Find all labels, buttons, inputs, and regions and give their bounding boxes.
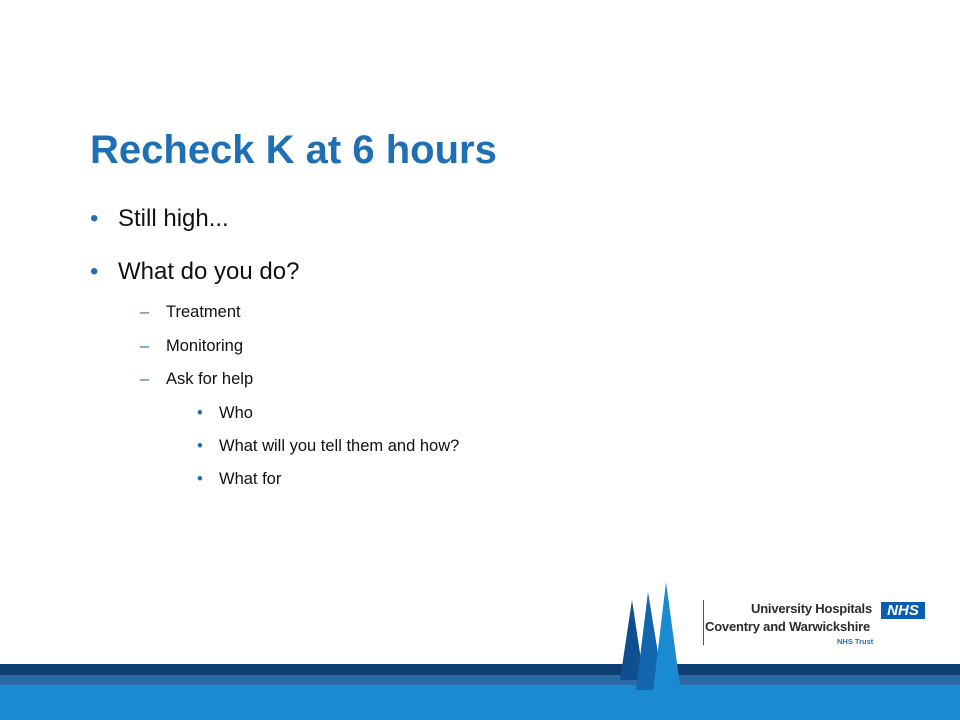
- list-item-text: What will you tell them and how?: [219, 437, 460, 455]
- bullet-marker: •: [90, 205, 99, 232]
- list-item-text: What for: [219, 470, 282, 488]
- dash-marker: –: [140, 337, 150, 355]
- bullet-marker: •: [197, 437, 203, 455]
- slide-title: Recheck K at 6 hours: [90, 128, 497, 172]
- dash-marker: –: [140, 303, 150, 321]
- list-item: [140, 370, 254, 389]
- dash-marker: –: [140, 370, 150, 388]
- list-item-text: Still high...: [118, 205, 229, 232]
- list-item: [90, 205, 229, 233]
- bullet-marker: •: [90, 258, 99, 285]
- list-item: [197, 404, 253, 423]
- list-item-text: Treatment: [166, 303, 241, 321]
- list-item: [197, 470, 282, 489]
- nhs-trust-logo: [703, 600, 926, 646]
- list-item-text: Who: [219, 404, 253, 422]
- list-item-text: Ask for help: [166, 370, 254, 388]
- list-item: [197, 437, 460, 456]
- list-item-text: Monitoring: [166, 337, 244, 355]
- bullet-marker: •: [197, 470, 203, 488]
- logo-line-1: University Hospitals: [751, 601, 872, 616]
- logo-line-3: NHS Trust: [837, 637, 874, 646]
- list-item: [140, 337, 244, 356]
- list-item-text: What do you do?: [118, 258, 300, 285]
- list-item: [140, 303, 241, 322]
- list-item: [90, 258, 300, 286]
- bullet-marker: •: [197, 404, 203, 422]
- nhs-badge: NHS: [881, 602, 925, 619]
- logo-line-2: Coventry and Warwickshire: [705, 619, 871, 634]
- logo-divider: [703, 600, 704, 645]
